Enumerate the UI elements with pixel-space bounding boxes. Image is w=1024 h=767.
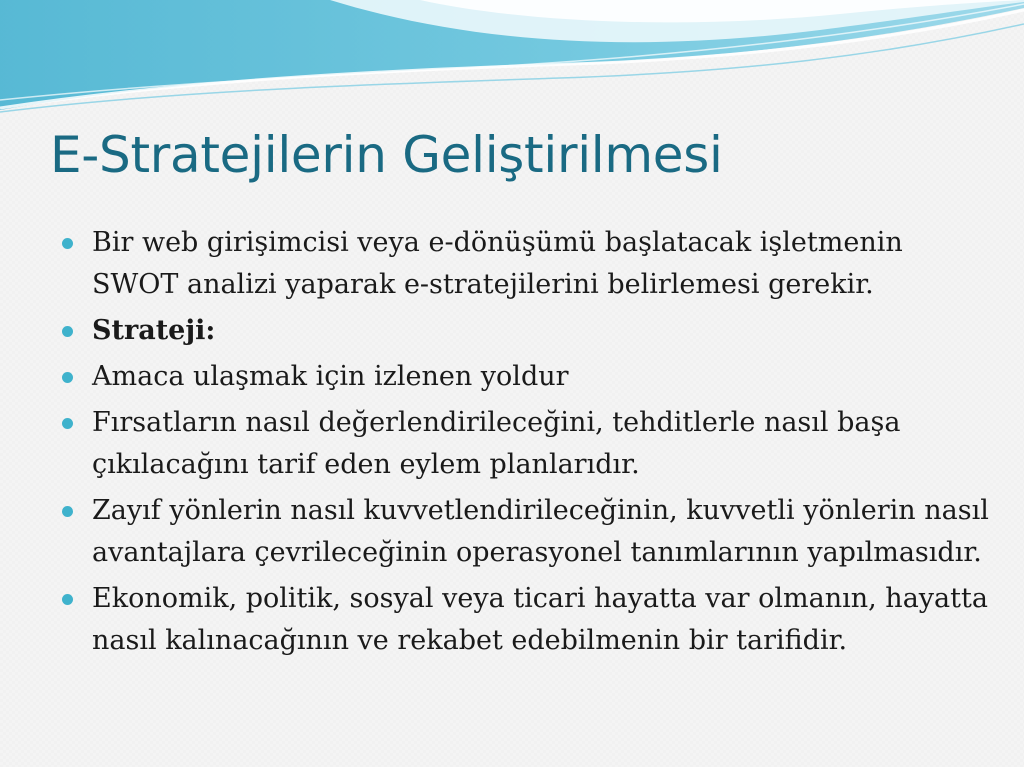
bullet-list	[60, 222, 990, 666]
bullet-text: Amaca ulaşmak için izlenen yoldur	[92, 361, 569, 392]
bullet-text: Strateji:	[92, 315, 216, 346]
bullet-item-ekonomik	[60, 578, 990, 662]
slide-title: E-Stratejilerin Geliştirilmesi	[50, 126, 723, 184]
bullet-text: Zayıf yönlerin nasıl kuvvetlendirileceğinin, kuvvetli yönlerin nasıl avantajlara çevrileceğinin operasyonel tanımlarının yapılmasıdır.	[92, 495, 989, 568]
bullet-item-swot	[60, 222, 990, 306]
bullet-dot-icon	[62, 372, 73, 383]
bullet-dot-icon	[62, 506, 73, 517]
bullet-item-firsatlar	[60, 402, 990, 486]
bullet-item-amaca	[60, 356, 990, 398]
bullet-item-strateji	[60, 310, 990, 352]
bullet-dot-icon	[62, 326, 73, 337]
bullet-dot-icon	[62, 594, 73, 605]
header-wave-decoration	[0, 0, 1024, 115]
bullet-item-zayif-yonler	[60, 490, 990, 574]
bullet-text: Fırsatların nasıl değerlendirileceğini, tehditlerle nasıl başa çıkılacağını tarif eden eylem planlarıdır.	[92, 407, 901, 480]
bullet-dot-icon	[62, 418, 73, 429]
bullet-dot-icon	[62, 238, 73, 249]
bullet-text: Bir web girişimcisi veya e-dönüşümü başlatacak işletmenin SWOT analizi yaparak e-stratejilerini belirlemesi gerekir.	[92, 227, 903, 300]
bullet-text: Ekonomik, politik, sosyal veya ticari hayatta var olmanın, hayatta nasıl kalınacağının ve rekabet edebilmenin bir tarifidir.	[92, 583, 988, 656]
